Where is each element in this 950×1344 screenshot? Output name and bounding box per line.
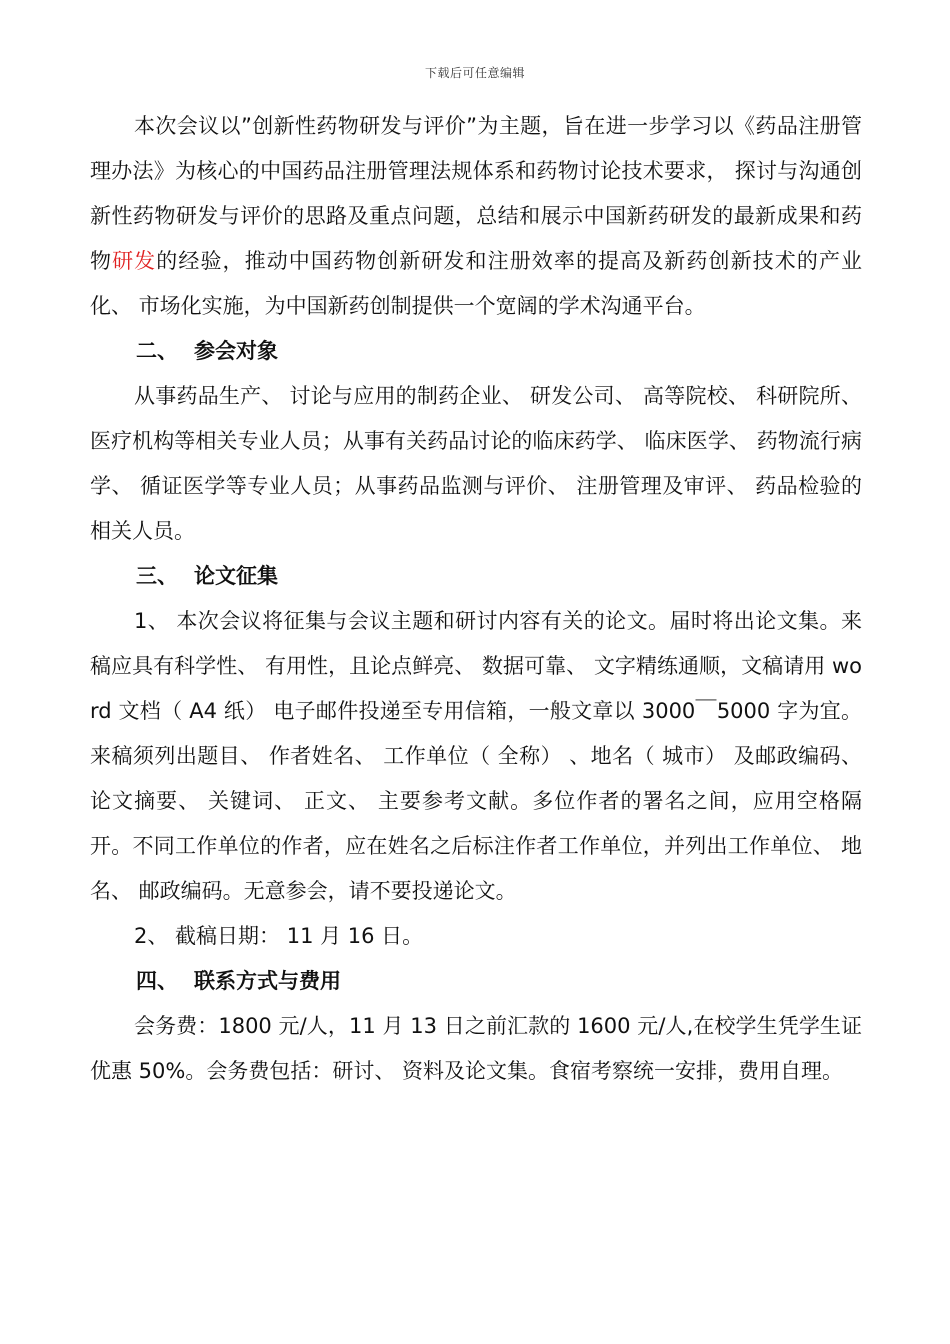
intro-text-part1: 本次会议以”创新性药物研发与评价”为主题，旨在进一步学习以《药品注册管理办法》为核心的中国药品注册管理法规体系和药物讨论技术要求， 探讨与沟通创新性药物研发与评价的思路及重点问题，总结和展示中国新药研发的最新成果和药物	[90, 114, 862, 273]
section-heading-contact	[90, 959, 862, 1004]
section-heading-papers	[90, 554, 862, 599]
intro-highlight: 研发	[112, 249, 157, 273]
intro-text-part2: 的经验，推动中国药物创新研发和注册效率的提高及新药创新技术的产业化、 市场化实施，为中国新药创制提供一个宽阔的学术沟通平台。	[90, 249, 863, 318]
intro-paragraph	[90, 104, 862, 329]
papers-item-2: 2、 截稿日期： 11 月 16 日。	[134, 924, 424, 948]
section-title: 论文征集	[194, 564, 278, 588]
section-number: 四、	[136, 969, 178, 993]
attendees-paragraph: 从事药品生产、 讨论与应用的制药企业、 研发公司、 高等院校、 科研院所、 医疗机构等相关专业人员；从事有关药品讨论的临床药学、 临床医学、 药物流行病学、 循证医学等专业人员；从事药品监测与评价、 注册管理及审评、 药品检验的相关人员。	[90, 384, 862, 543]
section-title: 参会对象	[194, 339, 278, 363]
section-number: 二、	[136, 339, 178, 363]
section-title: 联系方式与费用	[194, 969, 341, 993]
section-heading-attendees	[90, 329, 862, 374]
fees-paragraph: 会务费：1800 元/人，11 月 13 日之前汇款的 1600 元/人,在校学生凭学生证优惠 50%。会务费包括：研讨、 资料及论文集。食宿考察统一安排，费用自理。	[90, 1014, 862, 1083]
page-header: 下载后可任意编辑	[424, 66, 525, 80]
papers-item-1: 1、 本次会议将征集与会议主题和研讨内容有关的论文。届时将出论文集。来稿应具有科学性、 有用性，且论点鲜亮、 数据可靠、 文字精练通顺，文稿请用 word 文档（ A4 纸） 电子邮件投递至专用信箱，一般文章以 3000￣5000 字为宜。来稿须列出题目、 作者姓名、 工作单位（ 全称） 、地名（ 城市） 及邮政编码、 论文摘要、 关键词、 正文、 主要参考文献。多位作者的署名之间，应用空格隔开。不同工作单位的作者，应在姓名之后标注作者工作单位，并列出工作单位、 地名、 邮政编码。无意参会，请不要投递论文。	[90, 609, 862, 903]
document-body	[90, 104, 862, 1094]
section-number: 三、	[136, 564, 178, 588]
